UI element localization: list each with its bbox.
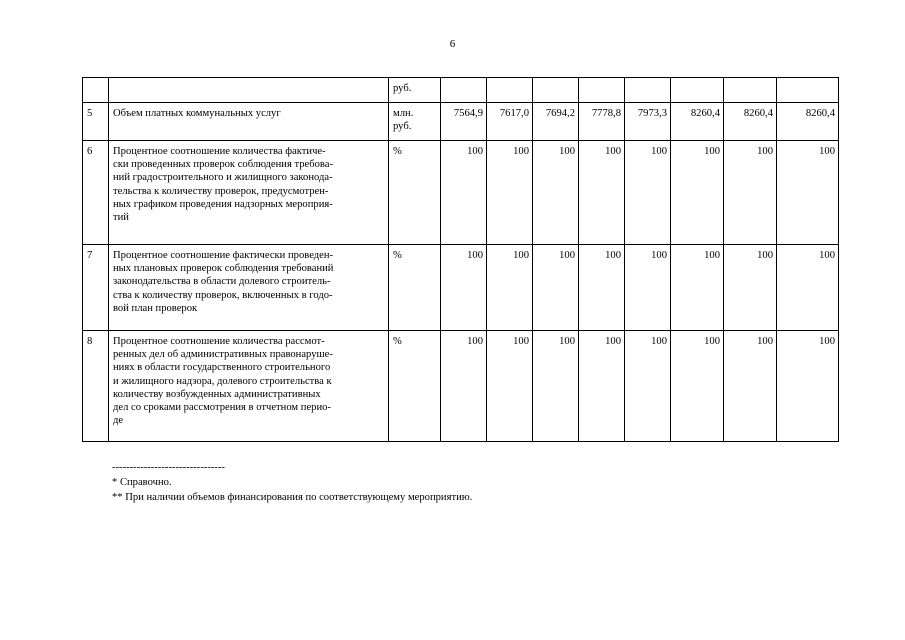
value-cell: 7778,8 [579,103,625,141]
value-cell [533,78,579,103]
table-row [83,103,839,141]
row-index: 8 [83,331,109,442]
unit-line: млн. [393,108,414,119]
unit-line: % [393,146,402,157]
value-cell: 7973,3 [625,103,671,141]
indicator-description [109,103,389,141]
unit-cell [389,103,441,141]
unit-line: руб. [393,83,412,94]
description-line: количеству возбужденных административных [113,388,321,400]
value-cell: 8260,4 [777,103,839,141]
description-line: ства к количеству проверок, включенных в годо- [113,289,333,301]
value-cell: 100 [671,141,724,245]
description-line: тий [113,212,129,224]
value-cell: 100 [487,245,533,331]
description-line: и жилищного надзора, долевого строительства к [113,375,332,387]
description-line: ных графиком проведения надзорных мероприя- [113,198,333,210]
value-cell [625,78,671,103]
description-line: законодательства в области долевого строитель- [113,276,331,288]
description-line: ных плановых проверок соблюдения требований [113,263,334,275]
value-cell [671,78,724,103]
page-number: 6 [449,38,456,50]
value-cell: 100 [777,245,839,331]
value-cell: 100 [724,245,777,331]
unit-line: % [393,336,402,347]
value-cell: 100 [487,331,533,442]
value-cell: 100 [724,141,777,245]
value-cell: 100 [671,245,724,331]
row-index: 7 [83,245,109,331]
value-cell: 100 [777,141,839,245]
table-row [83,245,839,331]
value-cell: 100 [441,245,487,331]
footnotes [112,460,472,505]
value-cell: 100 [671,331,724,442]
value-cell: 100 [579,331,625,442]
value-cell: 100 [533,245,579,331]
unit-cell [389,245,441,331]
value-cell: 100 [625,245,671,331]
description-line: вой план проверок [113,302,198,314]
indicator-description [109,245,389,331]
value-cell: 100 [724,331,777,442]
indicator-description [109,331,389,442]
table-row [83,331,839,442]
description-line: ренных дел об административных правонаруше- [113,349,333,361]
value-cell: 100 [441,331,487,442]
value-cell: 7564,9 [441,103,487,141]
value-cell: 100 [625,141,671,245]
footnote-2: ** При наличии объемов финансирования по соответствующему мероприятию. [112,492,473,503]
description-line: ски проведенных проверок соблюдения требова- [113,159,333,171]
footnote-separator: -------------------------------- [112,462,225,473]
value-cell: 100 [579,141,625,245]
value-cell: 100 [533,331,579,442]
unit-line: руб. [393,121,412,133]
value-cell: 100 [533,141,579,245]
value-cell [777,78,839,103]
description-line: тельства к количеству проверок, предусмотрен- [113,185,329,197]
unit-cell [389,141,441,245]
description-line: Процентное соотношение количества фактиче- [113,146,326,157]
value-cell: 8260,4 [724,103,777,141]
value-cell [487,78,533,103]
indicators-table [82,77,839,442]
unit-cell [389,331,441,442]
table-row [83,141,839,245]
value-cell: 7617,0 [487,103,533,141]
value-cell [441,78,487,103]
row-index: 5 [83,103,109,141]
value-cell: 100 [579,245,625,331]
value-cell: 7694,2 [533,103,579,141]
table-row [83,78,839,103]
indicator-description [109,141,389,245]
indicator-description [109,78,389,103]
description-line: Процентное соотношение фактически проведен- [113,250,334,261]
description-line: Процентное соотношение количества рассмот- [113,336,325,347]
footnote-1: * Справочно. [112,477,172,488]
value-cell: 100 [487,141,533,245]
value-cell: 8260,4 [671,103,724,141]
description-line: ний градостроительного и жилищного законода- [113,172,333,184]
value-cell: 100 [441,141,487,245]
description-line: Объем платных коммунальных услуг [113,108,281,119]
unit-line: % [393,250,402,261]
description-line: дел со сроками рассмотрения в отчетном перио- [113,402,331,414]
value-cell: 100 [625,331,671,442]
description-line: де [113,415,124,427]
value-cell: 100 [777,331,839,442]
value-cell [724,78,777,103]
unit-cell [389,78,441,103]
description-line: ниях в области государственного строительного [113,362,331,374]
row-index [83,78,109,103]
value-cell [579,78,625,103]
row-index: 6 [83,141,109,245]
